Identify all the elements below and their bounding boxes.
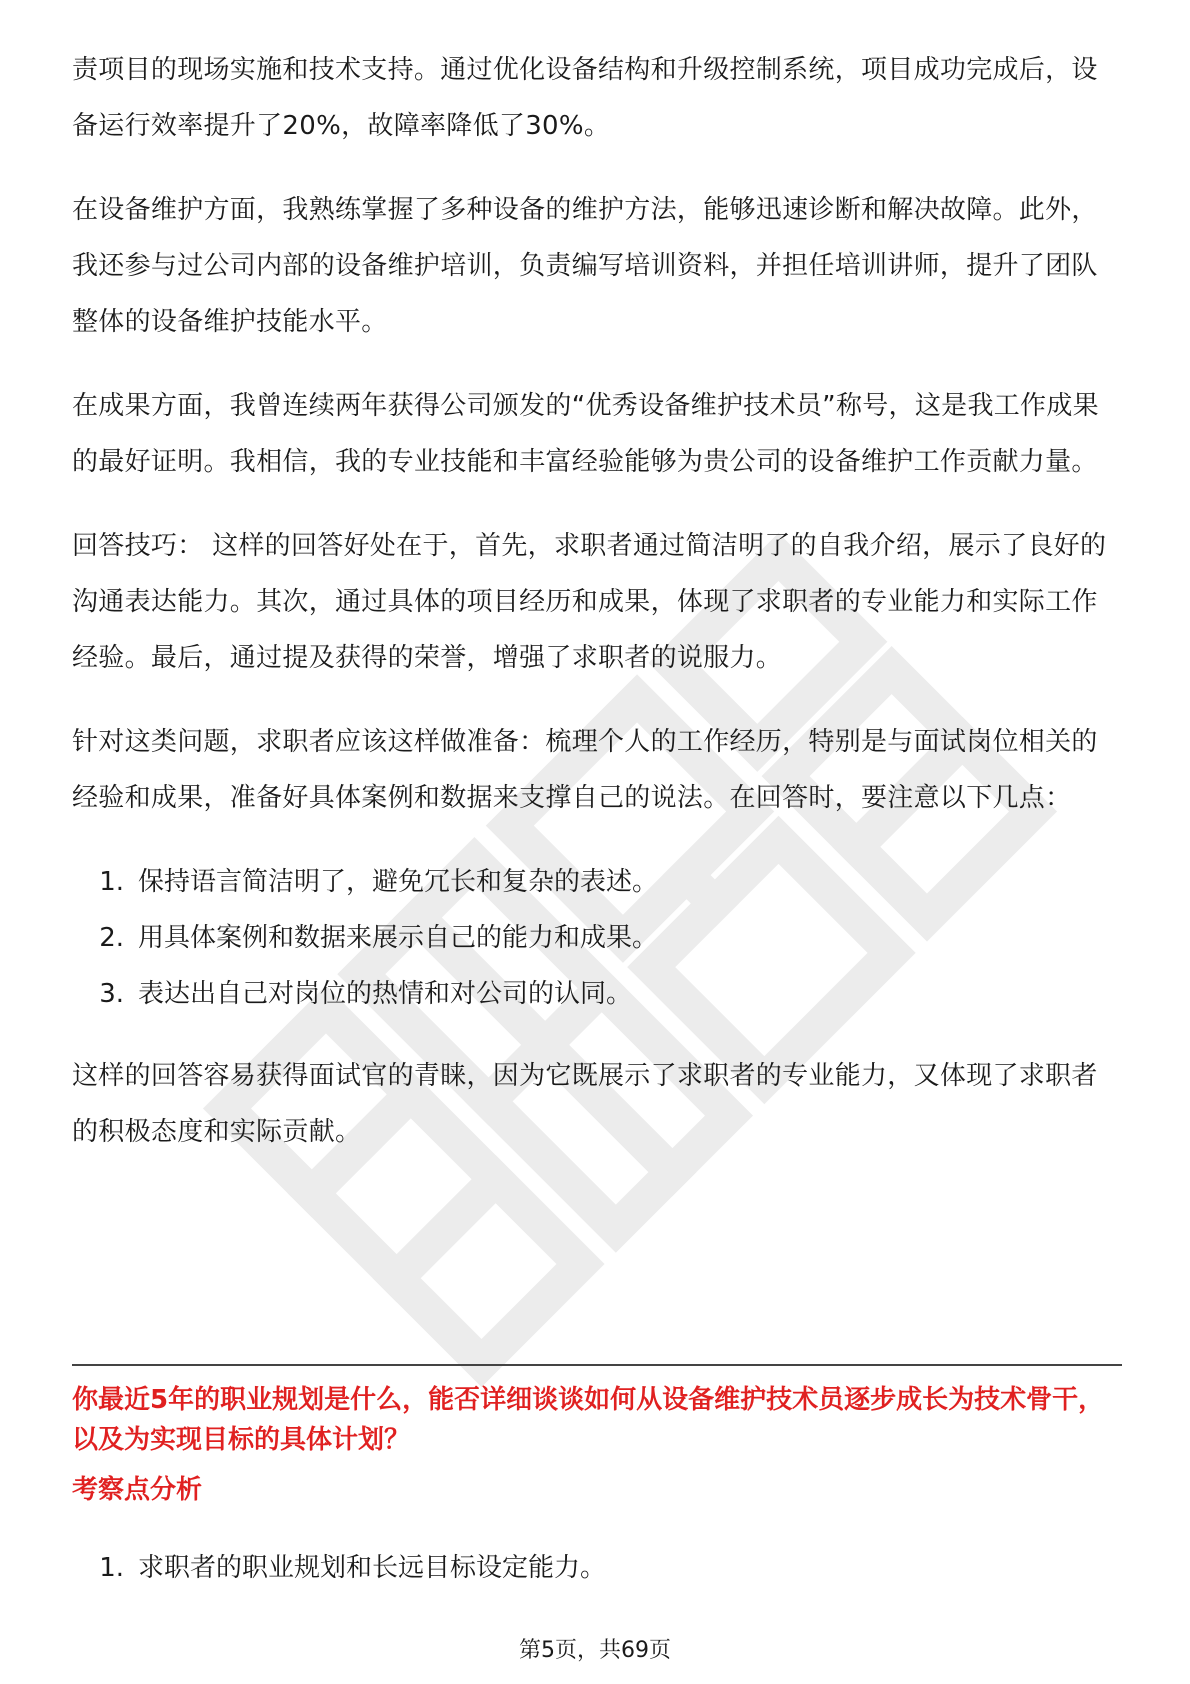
list-item [72, 966, 1122, 1022]
paragraph-maintenance: 在设备维护方面，我熟练掌握了多种设备的维护方法，能够迅速诊断和解决故障。此外，我还参与过公司内部的设备维护培训，负责编写培训资料，并担任培训讲师，提升了团队整体的设备维护技能水平。 [72, 195, 1098, 337]
paragraph-achievements: 在成果方面，我曾连续两年获得公司颁发的“优秀设备维护技术员”称号，这是我工作成果的最好证明。我相信，我的专业技能和丰富经验能够为贵公司的设备维护工作贡献力量。 [72, 391, 1099, 477]
tips-list [72, 854, 1122, 1022]
analysis-heading: 考察点分析 [72, 1475, 203, 1505]
paragraph-project-result: 责项目的现场实施和技术支持。通过优化设备结构和升级控制系统，项目成功完成后，设备运行效率提升了20%，故障率降低了30%。 [72, 55, 1098, 141]
list-item-number: 1. [99, 867, 124, 897]
list-item-number: 3. [99, 979, 124, 1009]
list-item-number: 1. [99, 1553, 124, 1583]
list-item-text: 保持语言简洁明了，避免冗长和复杂的表述。 [138, 867, 659, 897]
paragraph-preparation: 针对这类问题，求职者应该这样做准备：梳理个人的工作经历，特别是与面试岗位相关的经验和成果，准备好具体案例和数据来支撑自己的说法。在回答时，要注意以下几点： [72, 727, 1098, 813]
list-item-text: 用具体案例和数据来展示自己的能力和成果。 [138, 923, 659, 953]
question-title: 你最近5年的职业规划是什么，能否详细谈谈如何从设备维护技术员逐步成长为技术骨干，以及为实现目标的具体计划？ [72, 1385, 1105, 1455]
list-item [72, 910, 1122, 966]
analysis-list [72, 1540, 1122, 1596]
paragraph-answer-tips: 回答技巧： 这样的回答好处在于，首先，求职者通过简洁明了的自我介绍，展示了良好的沟通表达能力。其次，通过具体的项目经历和成果，体现了求职者的专业能力和实际工作经验。最后，通过提及获得的荣誉，增强了求职者的说服力。 [72, 531, 1107, 673]
paragraph-closing: 这样的回答容易获得面试官的青睐，因为它既展示了求职者的专业能力，又体现了求职者的积极态度和实际贡献。 [72, 1061, 1098, 1147]
list-item-text: 求职者的职业规划和长远目标设定能力。 [138, 1553, 607, 1583]
page-indicator: 第5页，共69页 [519, 1638, 671, 1663]
list-item [72, 854, 1122, 910]
list-item-text: 表达出自己对岗位的热情和对公司的认同。 [138, 979, 633, 1009]
list-item [72, 1540, 1122, 1596]
list-item-number: 2. [99, 923, 124, 953]
section-divider [72, 1364, 1122, 1366]
main-content [72, 42, 1122, 1188]
